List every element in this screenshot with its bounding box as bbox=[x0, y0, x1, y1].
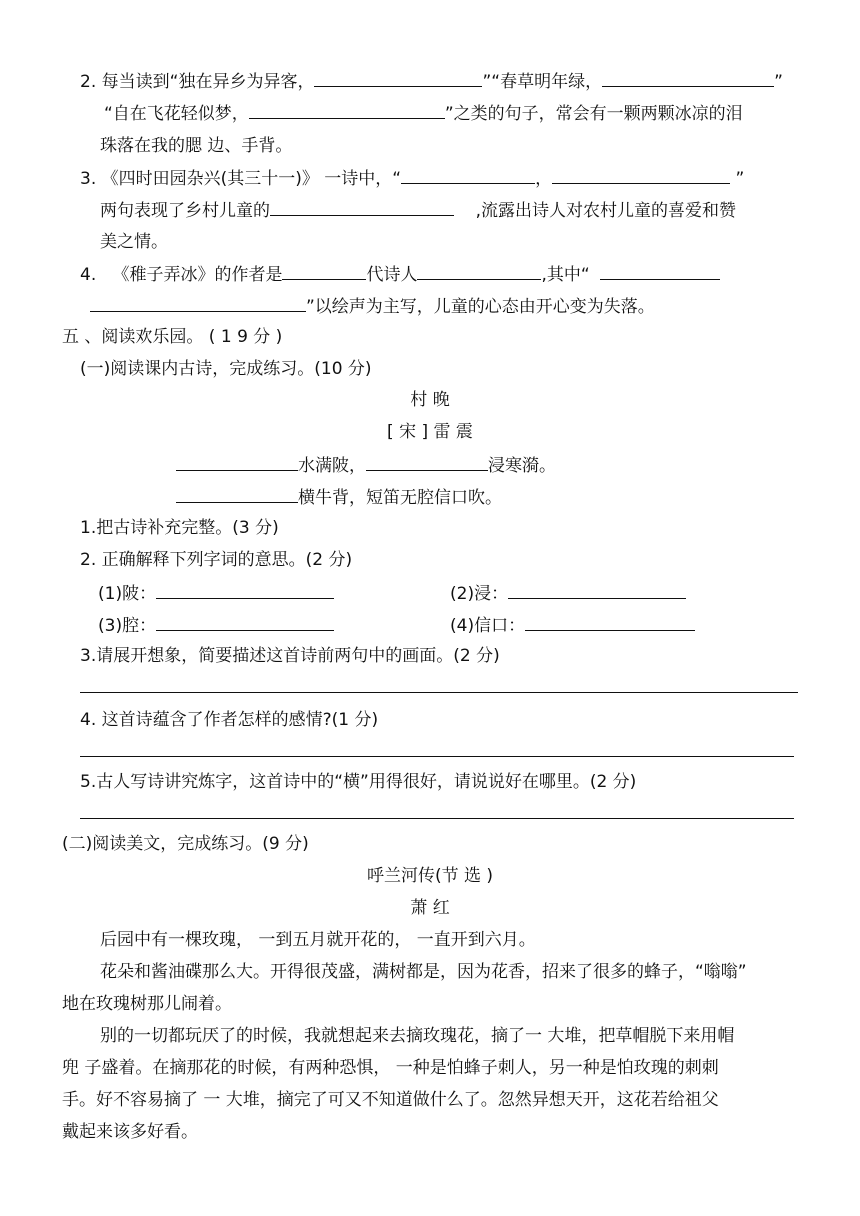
question-text: ” bbox=[774, 72, 783, 92]
answer-line-q5[interactable] bbox=[80, 818, 794, 819]
poem-author: [ 宋 ] 雷 震 bbox=[387, 422, 473, 442]
q2-item-2 bbox=[450, 580, 686, 606]
question-1: 1.把古诗补充完整。(3 分) bbox=[80, 518, 279, 538]
question-4: 4. 这首诗蕴含了作者怎样的感情?(1 分) bbox=[80, 710, 379, 730]
q2-item-3 bbox=[98, 612, 334, 638]
poem-line1 bbox=[176, 452, 556, 478]
question-text: 《四时田园杂兴(其三十一)》 一诗中，“ bbox=[101, 169, 402, 189]
answer-line-q4[interactable] bbox=[80, 756, 794, 757]
q4-item3-line2 bbox=[100, 197, 736, 223]
answer-blank[interactable] bbox=[90, 293, 306, 312]
answer-blank[interactable] bbox=[249, 100, 445, 119]
answer-blank[interactable] bbox=[401, 165, 535, 184]
q4-item3-line3: 美之情。 bbox=[100, 232, 168, 252]
poem-text: 横牛背，短笛无腔信口吹。 bbox=[298, 488, 502, 508]
question-text: ”之类的句子，常会有一颗两颗冰凉的泪 bbox=[444, 104, 743, 124]
answer-blank[interactable] bbox=[314, 68, 482, 87]
term-label: (3)腔： bbox=[98, 616, 157, 636]
answer-line-q3[interactable] bbox=[80, 692, 798, 693]
term-label: (1)陂： bbox=[98, 584, 157, 604]
question-3: 3.请展开想象，简要描述这首诗前两句中的画面。(2 分) bbox=[80, 646, 500, 666]
item-number: 3. bbox=[80, 169, 97, 189]
answer-blank[interactable] bbox=[525, 612, 695, 631]
question-text: ”“春草明年绿， bbox=[482, 72, 603, 92]
article-title: 呼兰河传(节 选 ) bbox=[366, 866, 494, 886]
q4-item2-line3: 珠落在我的腮 边、手背。 bbox=[100, 136, 293, 156]
answer-blank[interactable] bbox=[552, 165, 730, 184]
q4-item2-line1 bbox=[80, 68, 783, 94]
answer-blank[interactable] bbox=[602, 68, 774, 87]
article-paragraph-3-line3: 手。好不容易摘了 一 大堆，摘完了可又不知道做什么了。忽然异想天开，这花若给祖父 bbox=[62, 1090, 719, 1110]
answer-blank[interactable] bbox=[600, 261, 720, 280]
poem-title: 村 晚 bbox=[410, 390, 450, 410]
poem-blank[interactable] bbox=[366, 452, 488, 471]
article-paragraph-2-line1: 花朵和酱油碟那么大。开得很茂盛，满树都是，因为花香，招来了很多的蜂子，“嗡嗡” bbox=[100, 962, 747, 982]
question-5: 5.古人写诗讲究炼字，这首诗中的“横”用得很好，请说说好在哪里。(2 分) bbox=[80, 772, 637, 792]
article-paragraph-3-line2: 兜 子盛着。在摘那花的时候，有两种恐惧， 一种是怕蜂子刺人，另一种是怕玫瑰的刺刺 bbox=[62, 1058, 719, 1078]
q4-item3-line1 bbox=[80, 165, 744, 191]
answer-blank[interactable] bbox=[270, 197, 454, 216]
q2-item-1 bbox=[98, 580, 334, 606]
answer-blank[interactable] bbox=[508, 580, 686, 599]
question-2: 2. 正确解释下列字词的意思。(2 分) bbox=[80, 550, 353, 570]
item-number: 2. bbox=[80, 72, 97, 92]
article-author: 萧 红 bbox=[410, 898, 450, 918]
answer-blank[interactable] bbox=[156, 612, 334, 631]
question-text: 两句表现了乡村儿童的 bbox=[100, 201, 270, 221]
article-paragraph-3-line4: 戴起来该多好看。 bbox=[62, 1122, 198, 1142]
question-text: ”以绘声为主写，儿童的心态由开心变为失落。 bbox=[306, 297, 655, 317]
answer-blank[interactable] bbox=[282, 261, 366, 280]
article-paragraph-1: 后园中有一棵玫瑰， 一到五月就开花的， 一直开到六月。 bbox=[100, 930, 536, 950]
question-text: 每当读到“独在异乡为异客， bbox=[101, 72, 315, 92]
answer-blank[interactable] bbox=[417, 261, 541, 280]
article-paragraph-2-line2: 地在玫瑰树那儿闹着。 bbox=[62, 994, 232, 1014]
article-paragraph-3-line1: 别的一切都玩厌了的时候，我就想起来去摘玫瑰花，摘了一 大堆，把草帽脱下来用帽 bbox=[100, 1026, 735, 1046]
q4-item2-line2 bbox=[104, 100, 743, 126]
question-text: 《稚子弄冰》的作者是 bbox=[112, 265, 283, 285]
poem-blank[interactable] bbox=[176, 484, 298, 503]
answer-blank[interactable] bbox=[156, 580, 334, 599]
poem-text: 浸寒漪。 bbox=[488, 456, 556, 476]
question-text: 代诗人 bbox=[366, 265, 418, 285]
term-label: (4)信口： bbox=[450, 616, 526, 636]
term-label: (2)浸： bbox=[450, 584, 509, 604]
part2-heading: (二)阅读美文，完成练习。(9 分) bbox=[62, 834, 309, 854]
q4-item4-line2 bbox=[90, 293, 655, 319]
poem-blank[interactable] bbox=[176, 452, 298, 471]
question-text: ” bbox=[735, 169, 745, 189]
q2-item-4 bbox=[450, 612, 695, 638]
question-text: ,流露出诗人对农村儿童的喜爱和赞 bbox=[475, 201, 737, 221]
part1-heading: (一)阅读课内古诗，完成练习。(10 分) bbox=[80, 359, 372, 379]
question-text: ,其中“ bbox=[541, 265, 590, 285]
poem-text: 水满陂， bbox=[298, 456, 366, 476]
question-text: “自在飞花轻似梦， bbox=[104, 104, 249, 124]
section5-heading: 五 、阅读欢乐园。 ( 1 9 分 ) bbox=[62, 327, 283, 347]
question-text: ， bbox=[535, 169, 553, 189]
q4-item4-line1 bbox=[80, 261, 720, 287]
item-number: 4. bbox=[80, 265, 97, 285]
poem-line2 bbox=[176, 484, 502, 510]
